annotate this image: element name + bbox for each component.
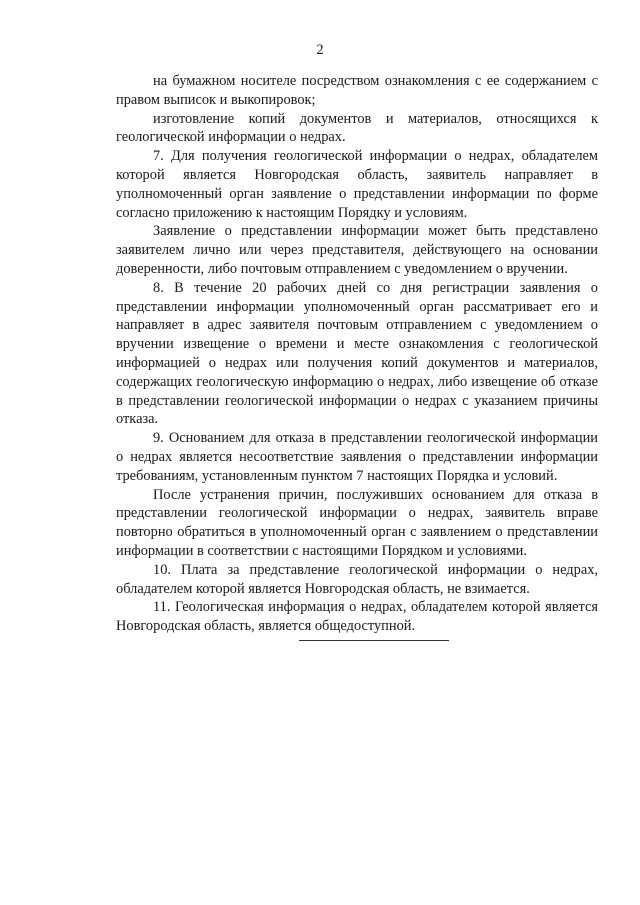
paragraph-item-11: 11. Геологическая информация о недрах, обладателем которой является Новгородская область, является общедоступной. xyxy=(116,599,598,635)
paragraph-item-8: 8. В течение 20 рабочих дней со дня регистрации заявления о представлении информации уполномоченный орган рассматривает его и направляет в адрес заявителя почтовым отправлением с уведомлением о вручении извещение о времени и месте ознакомления с геологической информацией о недрах или получения копий документов и материалов, содержащих геологическую информацию о недрах, либо извещение об отказе в представлении геологической информации о недрах с указанием причины отказа. xyxy=(116,279,598,428)
paragraph-viewing-paper: на бумажном носителе посредством ознакомления с ее содержанием с правом выписок и выкопировок; xyxy=(116,73,598,108)
end-divider-line xyxy=(299,640,449,641)
paragraph-copies: изготовление копий документов и материалов, относящихся к геологической информации о недрах. xyxy=(116,110,598,146)
paragraph-reapply: После устранения причин, послуживших основанием для отказа в представлении геологической информации о недрах, заявитель вправе повторно обратиться в уполномоченный орган с заявлением о представлении информации в соответствии с настоящими Порядком и условиями. xyxy=(116,486,598,559)
page-number: 2 xyxy=(316,42,324,58)
document-body xyxy=(116,72,598,636)
paragraph-application-submission: Заявление о представлении информации может быть представлено заявителем лично или через представителя, действующего на основании доверенности, либо почтовым отправлением с уведомлением о вручении. xyxy=(116,223,598,277)
paragraph-item-10: 10. Плата за представление геологической информации о недрах, обладателем которой является Новгородская область, не взимается. xyxy=(116,561,598,597)
paragraph-item-9: 9. Основанием для отказа в представлении геологической информации о недрах является несоответствие заявления о представлении информации требованиям, установленным пунктом 7 настоящих Порядка и условий. xyxy=(116,430,598,484)
paragraph-item-7: 7. Для получения геологической информации о недрах, обладателем которой является Новгородская область, заявитель направляет в уполномоченный орган заявление о представлении информации по форме согласно приложению к настоящим Порядку и условиям. xyxy=(116,148,598,221)
